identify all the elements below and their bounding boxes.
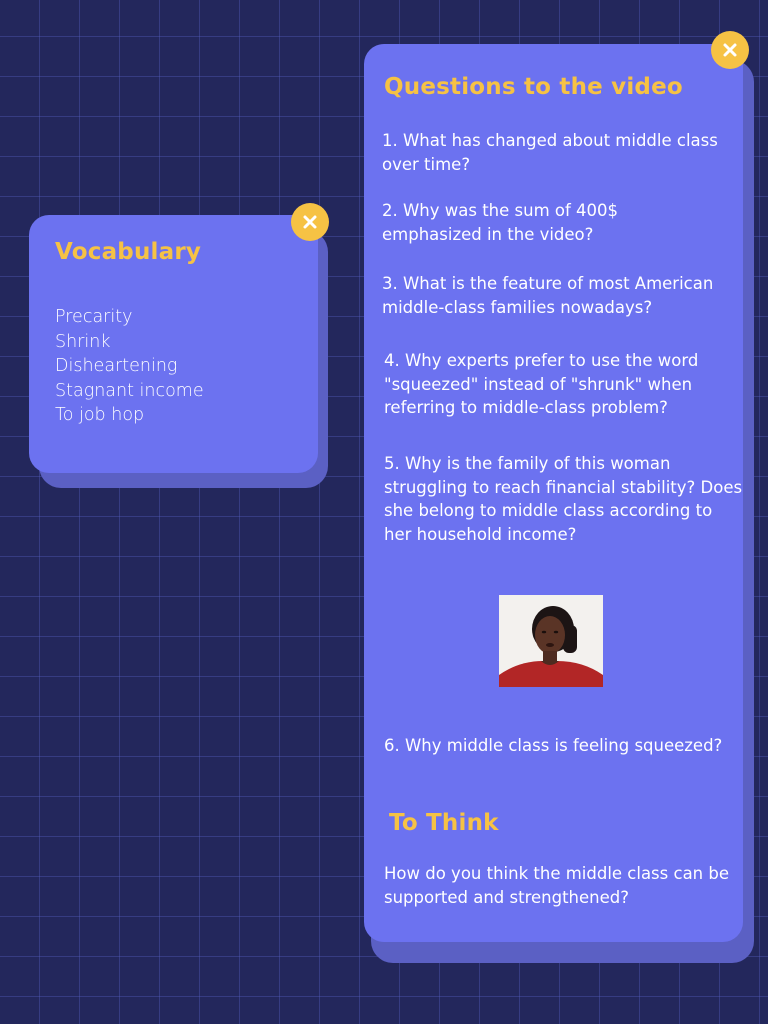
vocabulary-close-button[interactable] bbox=[291, 203, 329, 241]
questions-title: Questions to the video bbox=[384, 74, 683, 100]
question-5: 5. Why is the family of this woman struggling to reach financial stability? Does she belong to middle class according to her household income? bbox=[384, 454, 743, 544]
think-question: How do you think the middle class can be supported and strengthened? bbox=[384, 864, 730, 907]
question-1: 1. What has changed about middle class over time? bbox=[382, 131, 724, 174]
vocabulary-card bbox=[29, 215, 318, 473]
vocabulary-word: Precarity bbox=[55, 307, 133, 327]
vocabulary-list bbox=[55, 305, 204, 428]
video-thumbnail[interactable] bbox=[499, 595, 603, 687]
question-4: 4. Why experts prefer to use the word "squeezed" instead of "shrunk" when referring to middle-class problem? bbox=[384, 351, 699, 417]
vocabulary-word: Stagnant income bbox=[55, 380, 204, 401]
question-2: 2. Why was the sum of 400$ emphasized in the video? bbox=[382, 201, 619, 244]
questions-card bbox=[364, 44, 743, 942]
woman-portrait-image bbox=[499, 595, 603, 687]
close-icon bbox=[302, 214, 318, 230]
vocabulary-word: To job hop bbox=[55, 405, 145, 425]
vocabulary-word: Shrink bbox=[55, 331, 111, 352]
question-3: 3. What is the feature of most American middle-class families nowadays? bbox=[382, 274, 714, 317]
think-title: To Think bbox=[389, 810, 499, 836]
close-icon bbox=[722, 42, 738, 58]
vocabulary-title: Vocabulary bbox=[55, 239, 202, 265]
question-6: 6. Why middle class is feeling squeezed? bbox=[384, 736, 723, 755]
vocabulary-word: Disheartening bbox=[55, 356, 178, 376]
questions-close-button[interactable] bbox=[711, 31, 749, 69]
